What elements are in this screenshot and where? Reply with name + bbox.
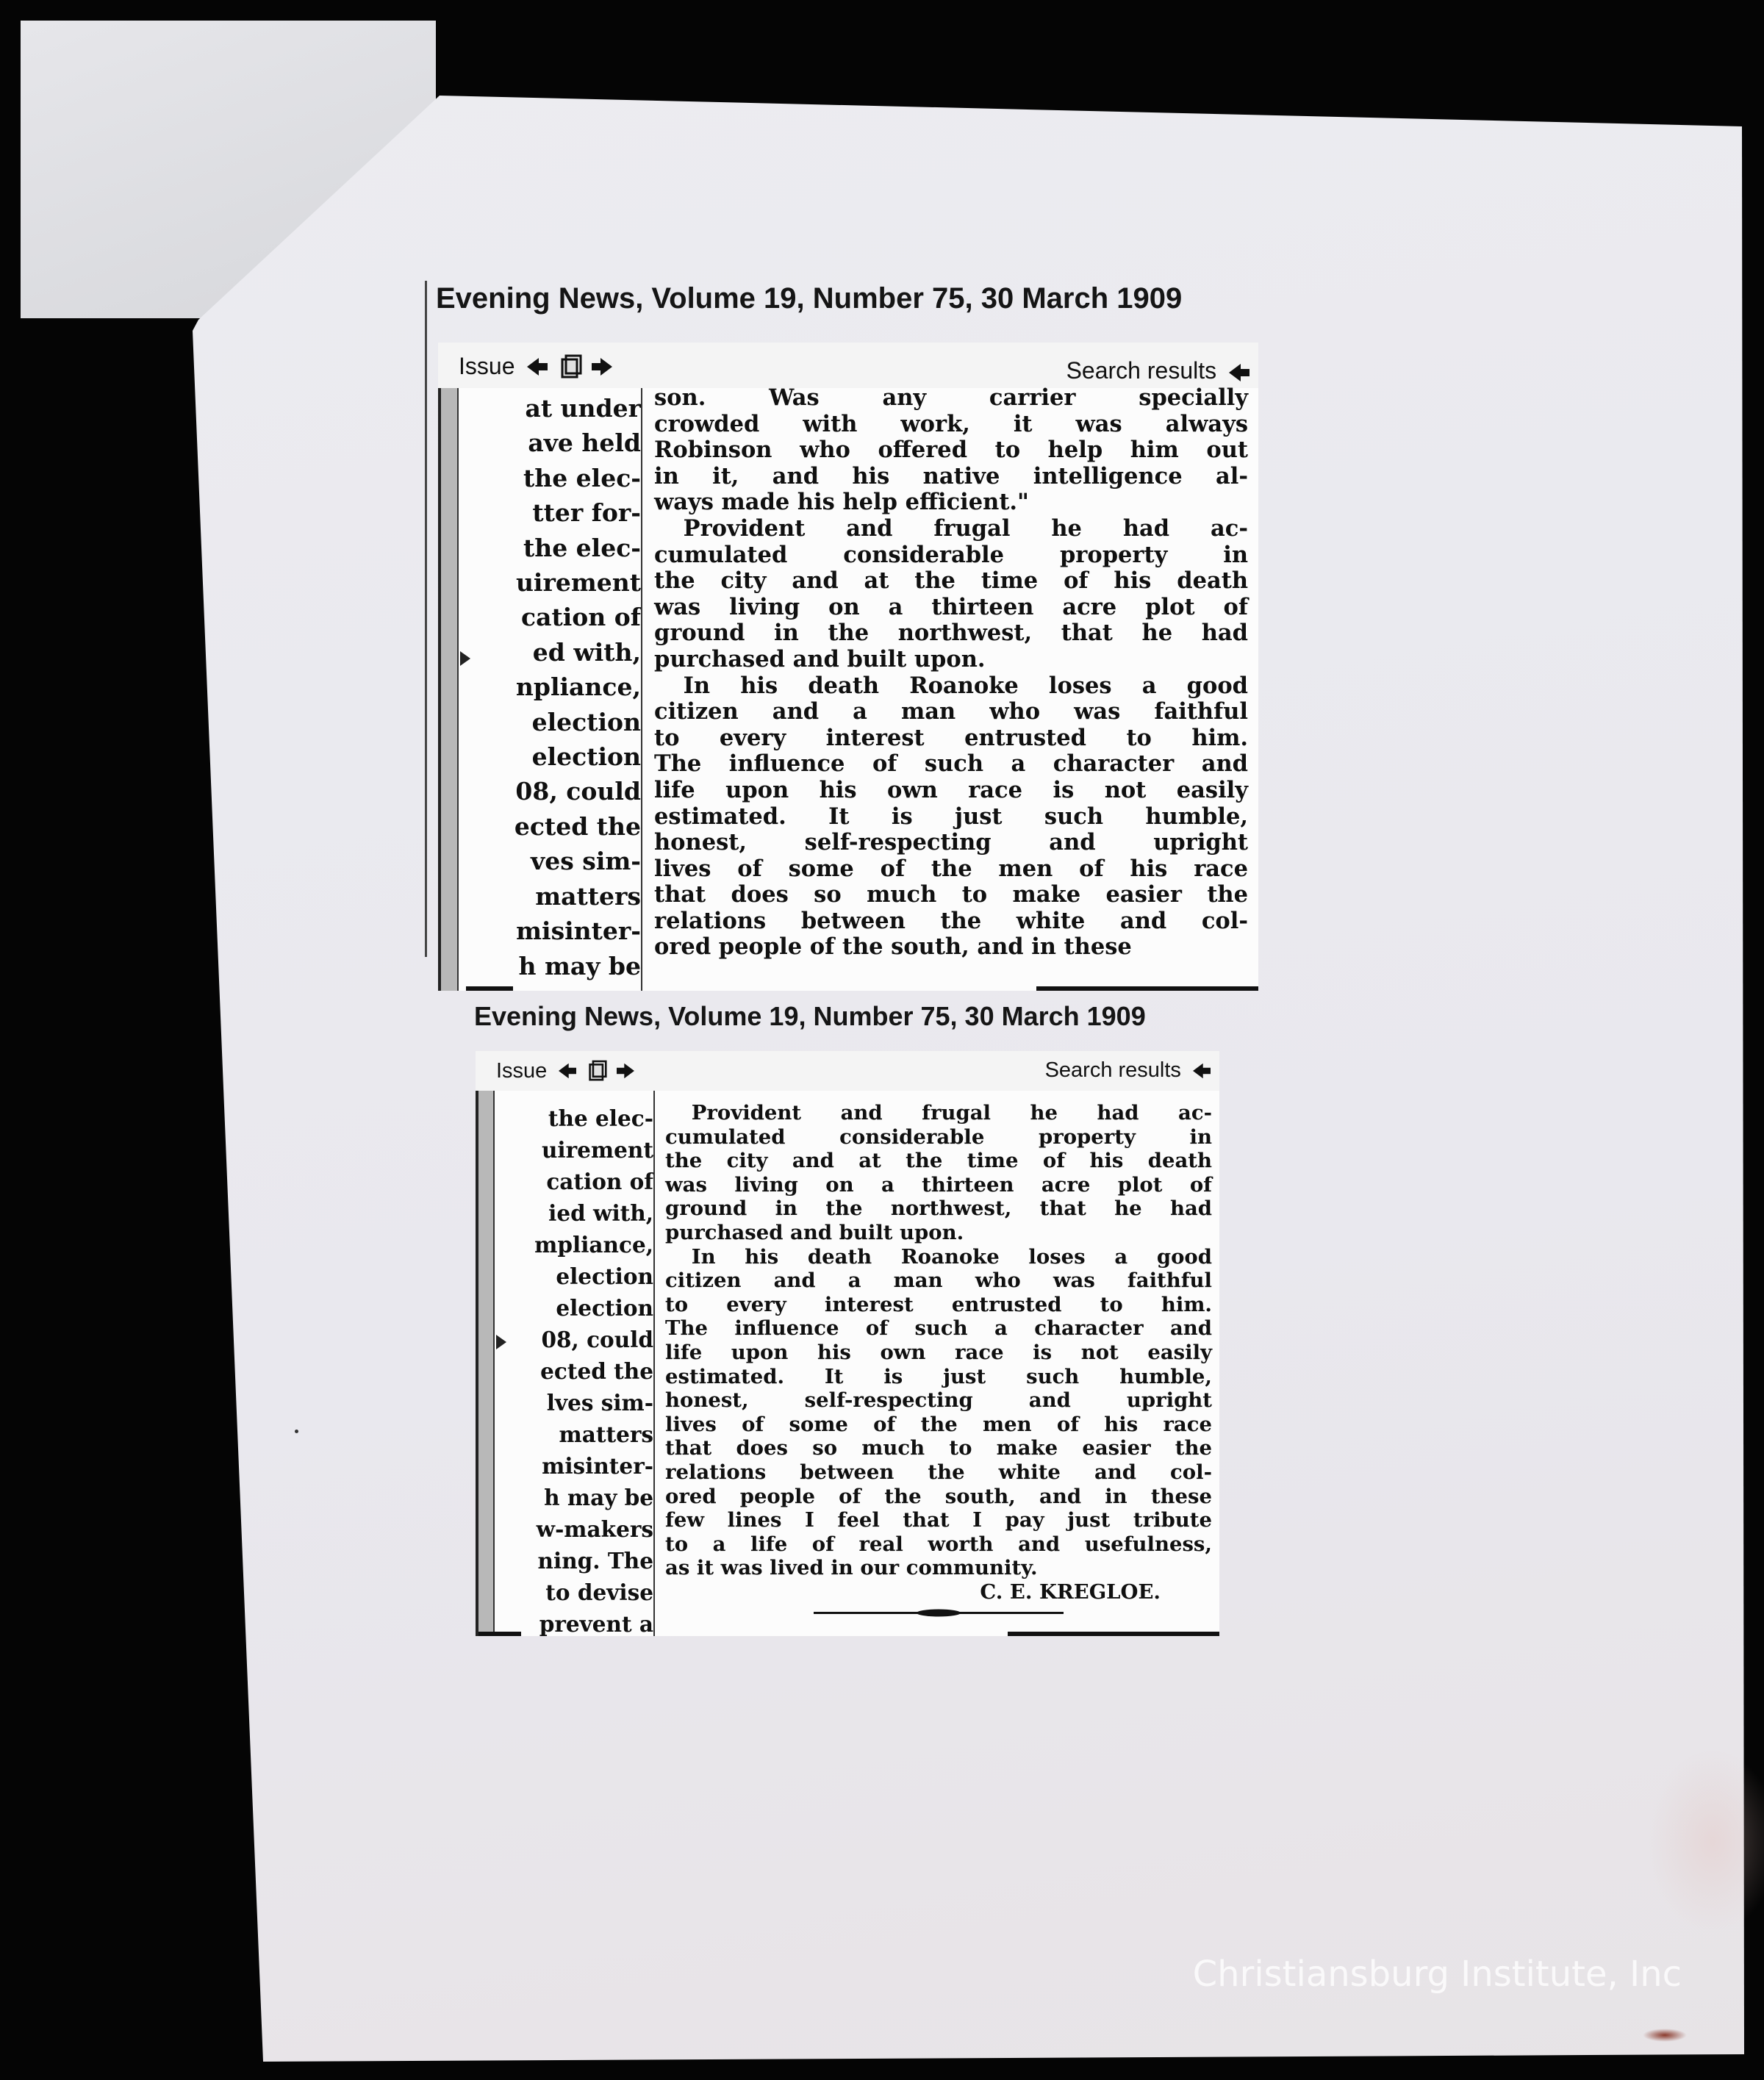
article-line: purchased and built upon. [654,645,986,673]
clip-title: Evening News, Volume 19, Number 75, 30 March 1909 [474,1001,1146,1031]
article-line: The influence of such a character and [654,750,1248,778]
viewer-bottom-rule [1036,986,1258,991]
article-line: that does so much to make easier the [665,1436,1212,1460]
column-fragment-line: at under [525,394,641,423]
article-line: In his death Roanoke loses a good [683,672,1248,699]
column-fragment-line: the elec- [548,1105,653,1131]
arrow-left-icon[interactable] [1191,1062,1212,1080]
column-fragment-line: mpliance, [534,1232,653,1258]
column-fragment-line: election [531,707,641,736]
pin-hole [295,1430,298,1433]
column-fragment-line: ied with, [548,1200,653,1226]
article-line: Provident and frugal he had ac- [691,1101,1212,1125]
viewer-scroll-rail[interactable] [478,1091,495,1636]
column-fragment-line: election [531,742,641,772]
column-fragment-line: cation of [546,1169,653,1194]
column-fragment-line: prevent a [539,1611,653,1636]
column-fragment-line: ected the [540,1358,653,1384]
viewer-bottom-rule [1008,1632,1219,1636]
viewer-bottom-rule [478,1632,521,1636]
article-line: citizen and a man who was faithful [665,1269,1212,1293]
arrow-right-icon[interactable] [615,1062,636,1080]
arrow-left-icon[interactable] [557,1062,578,1080]
article-line: Provident and frugal he had ac- [683,514,1248,542]
search-results-label[interactable]: Search results [1066,357,1217,384]
viewer-toolbar [438,343,1258,390]
article-line: to a life of real worth and usefulness, [665,1532,1212,1556]
column-fragment-line: matters [559,1421,653,1447]
article-paragraph [654,516,1248,673]
article-line: estimated. It is just such humble, [665,1364,1212,1388]
clip-left-edge [425,281,427,957]
column-fragment-line: election [556,1263,653,1289]
column-fragment-line: lves sim- [546,1390,653,1416]
column-fragment-line: npliance, [515,673,641,702]
article-line: honest, self-respecting and upright [665,1388,1212,1413]
issue-label: Issue [496,1058,548,1083]
article-line: ways made his help efficient." [654,489,1029,516]
clip-title: Evening News, Volume 19, Number 75, 30 March 1909 [436,282,1183,315]
search-results-nav [1045,1058,1212,1083]
ornament-rule [814,1608,1064,1617]
article-paragraph [665,1101,1212,1245]
column-fragment-line: h may be [518,951,641,980]
article-line: relations between the white and col- [665,1460,1212,1484]
column-fragment-line: ed with, [532,637,641,667]
paper-burn-mark [1643,2029,1687,2042]
watermark: Christiansburg Institute, Inc [1192,1954,1682,1995]
column-fragment-line: w-makers [536,1516,653,1542]
article-line: ground in the northwest, that he had [654,620,1248,647]
page-icon[interactable] [588,1060,607,1082]
article-line: life upon his own race is not easily [665,1340,1212,1364]
issue-nav [496,1058,636,1083]
arrow-right-icon[interactable] [590,356,614,377]
article-line: crowded with work, it was always [654,410,1248,437]
search-results-nav [1066,357,1251,384]
column-fragment-line: misinter- [542,1453,653,1479]
scanned-page-viewport [476,1091,1219,1636]
article-line: to every interest entrusted to him. [665,1292,1212,1316]
article-column [647,385,1255,991]
search-results-label[interactable]: Search results [1044,1058,1181,1082]
column-fragment-line: uirement [541,1137,653,1163]
page-icon[interactable] [560,354,582,379]
column-fragment-line: 08, could [515,777,641,806]
article-signature: C. E. KREGLOE. [980,1579,1161,1604]
column-fragment-line: the elec- [523,463,641,492]
article-line: ored people of the south, and in these [665,1484,1212,1508]
article-line: few lines I feel that I pay just tribute [665,1508,1212,1532]
column-fragment-line: to devise [545,1579,653,1605]
article-line: the city and at the time of his death [654,567,1248,595]
article-line: Robinson who offered to help him out [654,437,1248,464]
column-fragment-line: election [556,1295,653,1321]
issue-nav [459,351,614,380]
article-line: son. Was any carrier specially [654,385,1248,411]
article-line: lives of some of the men of his race [665,1412,1212,1436]
article-column [658,1101,1219,1636]
column-fragment-line: uirement [515,568,641,598]
article-line: relations between the white and col- [654,907,1248,934]
article-line: cumulated considerable property in [654,541,1248,568]
article-paragraph [665,1245,1212,1580]
article-line: honest, self-respecting and upright [654,829,1248,856]
viewer-scroll-rail[interactable] [441,388,459,991]
column-fragment-line: the elec- [523,533,641,562]
article-line: estimated. It is just such humble, [654,803,1248,830]
article-line: ored people of the south, and in these [654,933,1132,961]
article-line: life upon his own race is not easily [654,776,1248,803]
article-line: citizen and a man who was faithful [654,698,1248,725]
article-line: as it was lived in our community. [665,1556,1038,1580]
column-fragment-line: ves sim- [531,847,641,876]
column-fragment-line: 08, could [541,1327,653,1352]
article-line: that does so much to make easier the [654,881,1248,908]
column-fragment-line: ected the [514,811,641,841]
paper-stain [1646,1749,1764,1933]
left-column-fragment [466,388,642,991]
article-line: in it, and his native intelligence al- [654,462,1248,489]
column-fragment-line: matters [535,881,641,911]
column-fragment-line: cation of [521,603,641,632]
article-line: was living on a thirteen acre plot of [665,1172,1212,1197]
column-fragment-line: misinter- [516,917,641,946]
column-fragment-line: ave held [528,428,641,458]
article-line: In his death Roanoke loses a good [691,1244,1212,1269]
arrow-left-icon[interactable] [1227,362,1251,383]
article-line: the city and at the time of his death [665,1149,1212,1173]
article-paragraph [654,385,1248,516]
article-line: to every interest entrusted to him. [654,724,1248,751]
article-line: lives of some of the men of his race [654,855,1248,882]
viewer-toolbar [476,1051,1219,1092]
newspaper-clip [476,1051,1219,1636]
left-column-fragment [502,1091,655,1636]
issue-label: Issue [459,353,515,380]
newspaper-clip [438,343,1258,991]
article-paragraph [654,673,1248,961]
column-fragment-line: ning. The [537,1548,653,1574]
scanned-page-viewport [438,385,1258,991]
article-line: was living on a thirteen acre plot of [654,593,1248,620]
column-fragment-line: h may be [544,1485,653,1510]
article-line: The influence of such a character and [665,1316,1212,1341]
article-line: cumulated considerable property in [665,1125,1212,1149]
article-line: purchased and built upon. [665,1220,964,1244]
column-fragment-line: tter for- [532,498,641,528]
arrow-left-icon[interactable] [526,356,549,377]
article-line: ground in the northwest, that he had [665,1197,1212,1221]
viewer-bottom-rule [466,986,513,991]
